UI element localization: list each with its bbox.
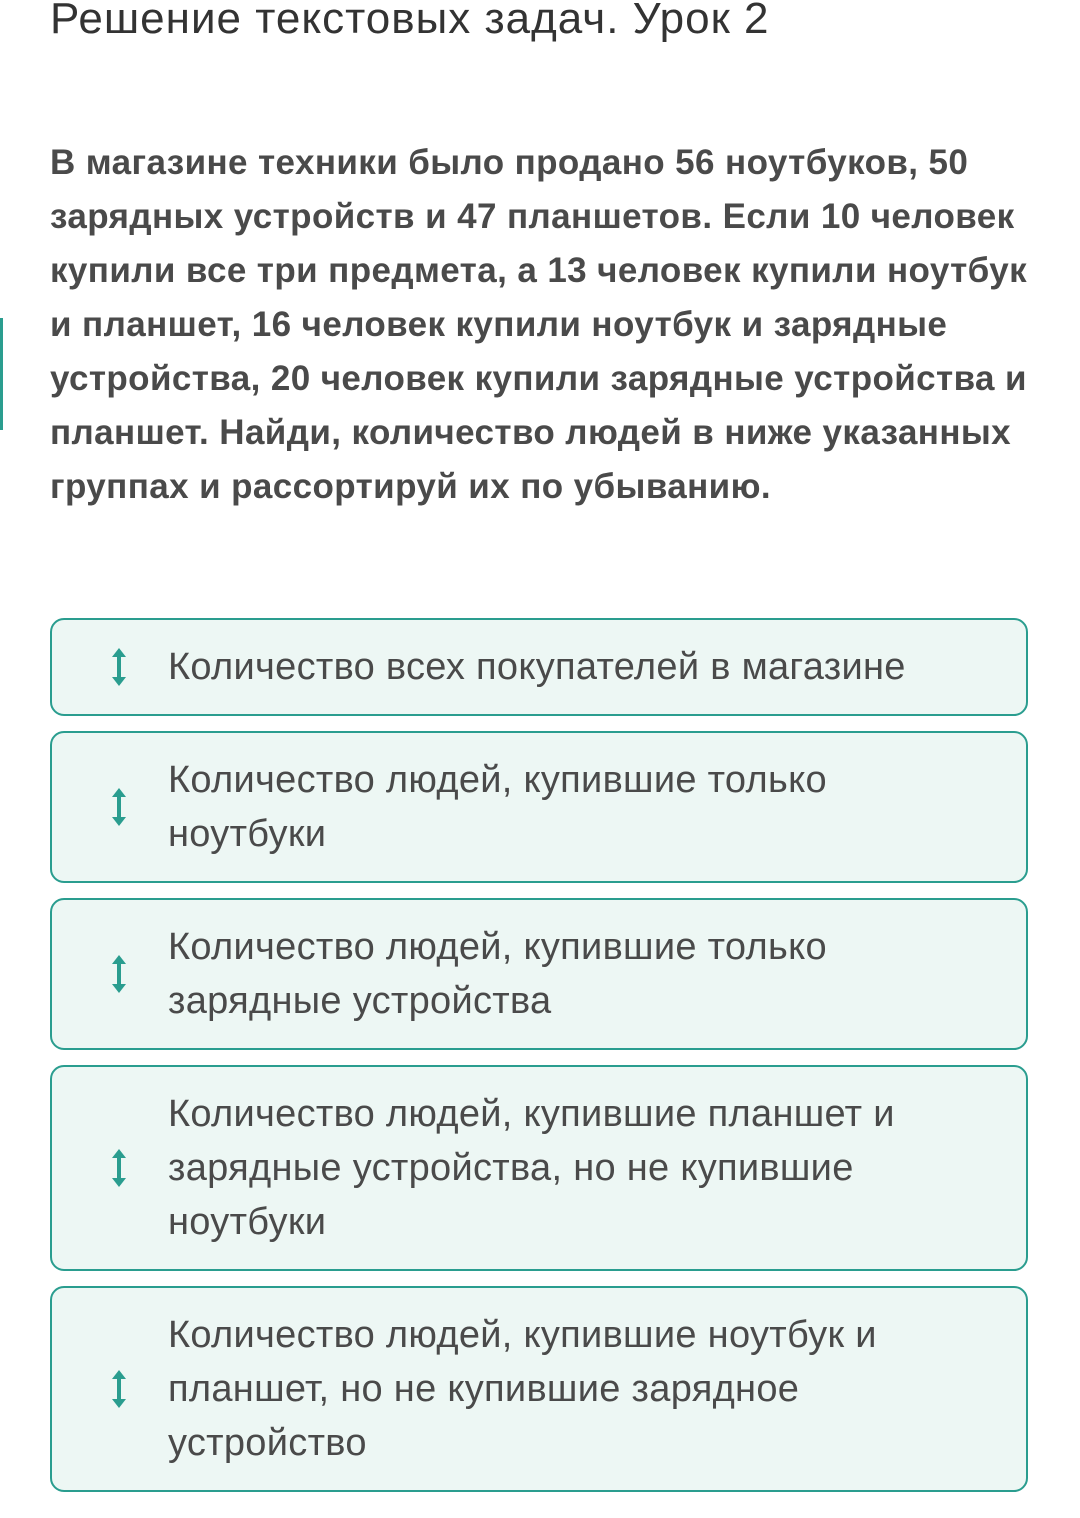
page-title: Решение текстовых задач. Урок 2	[50, 0, 770, 43]
drag-vertical-arrows-icon[interactable]	[108, 645, 130, 689]
left-accent-bar	[0, 318, 3, 430]
drag-vertical-arrows-icon[interactable]	[108, 952, 130, 996]
sortable-option[interactable]	[50, 1286, 1028, 1492]
option-label: Количество людей, купившие ноутбук и планшет, но не купившие зарядное устройство	[168, 1314, 877, 1464]
question-text: В магазине техники было продано 56 ноутбуков, 50 зарядных устройств и 47 планшетов. Если 10 человек купили все три предмета, а 13 человек купили ноутбук и планшет, 16 человек купили ноутбук и зарядные устройства, 20 человек купили зарядные устройства и планшет. Найди, количество людей в ниже указанных группах и рассортируй их по убыванию.	[50, 143, 1028, 506]
sortable-option[interactable]	[50, 618, 1028, 716]
drag-vertical-arrows-icon[interactable]	[108, 785, 130, 829]
drag-vertical-arrows-icon[interactable]	[108, 1146, 130, 1190]
sortable-option[interactable]	[50, 1065, 1028, 1271]
option-label: Количество людей, купившие только ноутбуки	[168, 759, 827, 855]
option-label: Количество людей, купившие только зарядные устройства	[168, 926, 827, 1022]
sortable-option[interactable]	[50, 731, 1028, 883]
drag-vertical-arrows-icon[interactable]	[108, 1367, 130, 1411]
option-label: Количество людей, купившие планшет и зарядные устройства, но не купившие ноутбуки	[168, 1093, 895, 1243]
sortable-option[interactable]	[50, 898, 1028, 1050]
option-label: Количество всех покупателей в магазине	[168, 646, 906, 688]
